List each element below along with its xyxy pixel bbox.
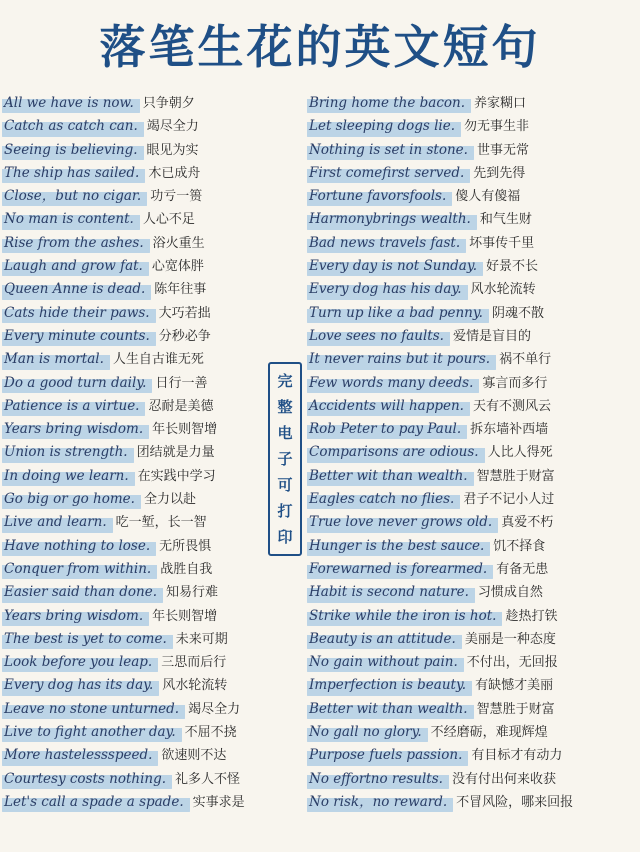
chinese-translation: 三思而后行: [161, 655, 227, 671]
phrase-row: [2, 674, 264, 697]
english-phrase: Patience is a virtue.: [2, 395, 145, 418]
english-phrase: All we have is now.: [2, 92, 140, 115]
chinese-translation: 功亏一篑: [150, 189, 203, 205]
chinese-translation: 傻人有傻福: [455, 189, 521, 205]
phrase-row: [2, 372, 264, 395]
stamp-char: 整: [277, 398, 293, 416]
chinese-translation: 有备无患: [496, 561, 549, 577]
english-phrase: First comefirst served.: [307, 162, 470, 185]
chinese-translation: 木已成舟: [148, 165, 201, 181]
english-phrase: Years bring wisdom.: [2, 418, 149, 441]
phrase-row: [2, 628, 264, 651]
english-phrase: Hunger is the best sauce.: [307, 535, 490, 558]
phrase-row: [307, 791, 640, 814]
english-phrase: Nothing is set in stone.: [307, 139, 474, 162]
phrase-row: [2, 232, 264, 255]
chinese-translation: 世事无常: [476, 142, 529, 158]
english-phrase: Rob Peter to pay Paul.: [307, 418, 467, 441]
phrase-row: [2, 441, 264, 464]
phrase-row: [2, 768, 264, 791]
chinese-translation: 拆东墙补西墙: [470, 422, 549, 438]
phrase-row: [307, 208, 640, 231]
english-phrase: Every day is not Sunday.: [307, 255, 483, 278]
phrase-row: [307, 605, 640, 628]
english-phrase: Comparisons are odious.: [307, 441, 485, 464]
english-phrase: Let's call a spade a spade.: [2, 791, 190, 814]
chinese-translation: 大巧若拙: [158, 305, 211, 321]
phrase-row: [2, 465, 264, 488]
chinese-translation: 心宽体胖: [151, 259, 204, 275]
phrase-row: [2, 651, 264, 674]
english-phrase: The ship has sailed.: [2, 162, 145, 185]
phrase-row: [307, 441, 640, 464]
chinese-translation: 浴火重生: [152, 235, 205, 251]
english-phrase: Do a good turn daily.: [2, 372, 152, 395]
stamp-char: 打: [277, 502, 293, 520]
english-phrase: Harmonybrings wealth.: [307, 208, 477, 231]
phrase-row: [307, 185, 640, 208]
english-phrase: In doing we learn.: [2, 465, 135, 488]
english-phrase: Catch as catch can.: [2, 115, 144, 138]
chinese-translation: 智慧胜于财富: [476, 468, 555, 484]
chinese-translation: 智慧胜于财富: [476, 701, 555, 717]
english-phrase: Better wit than wealth.: [307, 698, 474, 721]
english-phrase: More hastelessspeed.: [2, 744, 158, 767]
chinese-translation: 坏事传千里: [469, 235, 535, 251]
english-phrase: Laugh and grow fat.: [2, 255, 149, 278]
phrase-row: [2, 208, 264, 231]
english-phrase: Seeing is believing.: [2, 139, 144, 162]
phrase-row: [307, 302, 640, 325]
chinese-translation: 在实践中学习: [137, 468, 216, 484]
phrase-row: [2, 278, 264, 301]
phrase-row: [307, 511, 640, 534]
phrase-row: [307, 348, 640, 371]
phrase-row: [307, 698, 640, 721]
english-phrase: The best is yet to come.: [2, 628, 173, 651]
phrase-row: [307, 488, 640, 511]
english-phrase: Imperfection is beauty.: [307, 674, 472, 697]
chinese-translation: 寡言而多行: [482, 375, 548, 391]
stamp-char: 印: [277, 528, 293, 546]
english-phrase: Union is strength.: [2, 441, 134, 464]
phrase-row: [2, 92, 264, 115]
english-phrase: Cats hide their paws.: [2, 302, 156, 325]
phrase-row: [307, 581, 640, 604]
chinese-translation: 礼多人不怪: [175, 771, 241, 787]
phrase-row: [307, 255, 640, 278]
english-phrase: Every minute counts.: [2, 325, 156, 348]
left-phrase-column: [2, 92, 264, 814]
english-phrase: Beauty is an attitude.: [307, 628, 462, 651]
phrase-row: [307, 232, 640, 255]
chinese-translation: 不经磨砺，难现辉煌: [430, 725, 548, 741]
chinese-translation: 战胜自我: [160, 561, 213, 577]
english-phrase: Every dog has his day.: [307, 278, 468, 301]
chinese-translation: 有目标才有动力: [471, 748, 563, 764]
phrase-row: [307, 325, 640, 348]
phrase-row: [2, 791, 264, 814]
english-phrase: No risk，no reward.: [307, 791, 453, 814]
chinese-translation: 不冒风险，哪来回报: [456, 794, 574, 810]
phrase-row: [307, 395, 640, 418]
chinese-translation: 年长则智增: [152, 608, 218, 624]
chinese-translation: 未来可期: [175, 631, 228, 647]
phrase-row: [2, 395, 264, 418]
phrase-row: [2, 115, 264, 138]
chinese-translation: 真爱不朽: [501, 515, 554, 531]
english-phrase: Strike while the iron is hot.: [307, 605, 502, 628]
chinese-translation: 团结就是力量: [136, 445, 215, 461]
chinese-translation: 君子不记小人过: [463, 492, 555, 508]
phrase-row: [307, 744, 640, 767]
english-phrase: Years bring wisdom.: [2, 605, 149, 628]
phrase-row: [307, 278, 640, 301]
stamp-char: 可: [277, 476, 293, 494]
phrase-row: [2, 162, 264, 185]
phrase-row: [307, 651, 640, 674]
phrase-row: [2, 581, 264, 604]
chinese-translation: 竭尽全力: [188, 701, 241, 717]
page-title: 落笔生花的英文短句: [99, 20, 541, 74]
english-phrase: Close，but no cigar.: [2, 185, 147, 208]
phrase-row: [2, 139, 264, 162]
phrase-row: [2, 558, 264, 581]
chinese-translation: 不付出，无回报: [466, 655, 558, 671]
printable-stamp: [268, 362, 302, 556]
chinese-translation: 人比人得死: [487, 445, 553, 461]
chinese-translation: 忍耐是美德: [148, 398, 214, 414]
stamp-char: 电: [277, 424, 293, 442]
english-phrase: Love sees no faults.: [307, 325, 450, 348]
chinese-translation: 风水轮流转: [162, 678, 228, 694]
phrase-row: [2, 418, 264, 441]
english-phrase: Easier said than done.: [2, 581, 163, 604]
english-phrase: It never rains but it pours.: [307, 348, 496, 371]
phrase-row: [307, 535, 640, 558]
phrase-row: [2, 744, 264, 767]
chinese-translation: 欲速则不达: [161, 748, 227, 764]
phrase-row: [2, 255, 264, 278]
english-phrase: Courtesy costs nothing.: [2, 768, 172, 791]
english-phrase: Go big or go home.: [2, 488, 141, 511]
english-phrase: Conquer from within.: [2, 558, 157, 581]
phrase-row: [307, 721, 640, 744]
english-phrase: Rise from the ashes.: [2, 232, 150, 255]
chinese-translation: 日行一善: [155, 375, 208, 391]
english-phrase: Forewarned is forearmed.: [307, 558, 493, 581]
right-phrase-column: [307, 92, 640, 814]
chinese-translation: 先到先得: [473, 165, 526, 181]
chinese-translation: 勿无事生非: [464, 119, 530, 135]
chinese-translation: 习惯成自然: [477, 585, 543, 601]
phrase-row: [307, 372, 640, 395]
chinese-translation: 人心不足: [142, 212, 195, 228]
phrase-row: [2, 511, 264, 534]
chinese-translation: 竭尽全力: [146, 119, 199, 135]
phrase-row: [307, 465, 640, 488]
chinese-translation: 分秒必争: [158, 328, 211, 344]
english-phrase: Bring home the bacon.: [307, 92, 471, 115]
phrase-row: [2, 605, 264, 628]
english-phrase: No effortno results.: [307, 768, 449, 791]
english-phrase: Bad news travels fast.: [307, 232, 466, 255]
english-phrase: No gall no glory.: [307, 721, 428, 744]
chinese-translation: 人生自古谁无死: [112, 352, 204, 368]
stamp-char: 子: [277, 450, 293, 468]
phrase-row: [2, 698, 264, 721]
english-phrase: Have nothing to lose.: [2, 535, 156, 558]
phrase-row: [2, 348, 264, 371]
english-phrase: Few words many deeds.: [307, 372, 479, 395]
phrase-row: [307, 162, 640, 185]
english-phrase: Habit is second nature.: [307, 581, 475, 604]
chinese-translation: 知易行难: [166, 585, 219, 601]
chinese-translation: 阴魂不散: [491, 305, 544, 321]
chinese-translation: 祸不单行: [499, 352, 552, 368]
english-phrase: Live and learn.: [2, 511, 113, 534]
chinese-translation: 趁热打铁: [505, 608, 558, 624]
english-phrase: Let sleeping dogs lie.: [307, 115, 461, 138]
stamp-char: 完: [277, 372, 293, 390]
chinese-translation: 陈年往事: [154, 282, 207, 298]
chinese-translation: 只争朝夕: [142, 96, 195, 111]
english-phrase: Look before you leap.: [2, 651, 158, 674]
english-phrase: Leave no stone unturned.: [2, 698, 185, 721]
phrase-row: [307, 139, 640, 162]
english-phrase: Live to fight another day.: [2, 721, 182, 744]
phrase-row: [2, 325, 264, 348]
chinese-translation: 无所畏惧: [159, 538, 212, 554]
english-phrase: Purpose fuels passion.: [307, 744, 468, 767]
english-phrase: Every dog has its day.: [2, 674, 159, 697]
english-phrase: Accidents will happen.: [307, 395, 470, 418]
phrase-row: [307, 558, 640, 581]
english-phrase: Man is mortal.: [2, 348, 110, 371]
english-phrase: No gain without pain.: [307, 651, 464, 674]
chinese-translation: 有缺憾才美丽: [475, 678, 554, 694]
english-phrase: No man is content.: [2, 208, 140, 231]
english-phrase: Better wit than wealth.: [307, 465, 474, 488]
chinese-translation: 好景不长: [485, 259, 538, 275]
phrase-row: [307, 92, 640, 115]
chinese-translation: 美丽是一种态度: [464, 631, 556, 647]
chinese-translation: 眼见为实: [146, 142, 199, 158]
phrase-row: [307, 628, 640, 651]
chinese-translation: 爱情是盲目的: [452, 328, 531, 344]
chinese-translation: 实事求是: [192, 794, 245, 810]
phrase-row: [2, 302, 264, 325]
phrase-row: [2, 185, 264, 208]
english-phrase: Queen Anne is dead.: [2, 278, 151, 301]
chinese-translation: 年长则智增: [152, 422, 218, 438]
phrase-row: [307, 768, 640, 791]
chinese-translation: 和气生财: [479, 212, 532, 228]
chinese-translation: 全力以赴: [143, 492, 196, 508]
phrase-row: [2, 535, 264, 558]
chinese-translation: 没有付出何来收获: [451, 771, 556, 787]
chinese-translation: 风水轮流转: [470, 282, 536, 298]
english-phrase: Turn up like a bad penny.: [307, 302, 489, 325]
phrase-row: [307, 115, 640, 138]
chinese-translation: 天有不测风云: [472, 398, 551, 414]
english-phrase: True love never grows old.: [307, 511, 498, 534]
phrase-row: [2, 488, 264, 511]
chinese-translation: 饥不择食: [493, 538, 546, 554]
phrase-row: [2, 721, 264, 744]
english-phrase: Fortune favorsfools.: [307, 185, 452, 208]
chinese-translation: 养家糊口: [474, 96, 527, 111]
chinese-translation: 不屈不挠: [184, 725, 237, 741]
english-phrase: Eagles catch no flies.: [307, 488, 460, 511]
phrase-row: [307, 674, 640, 697]
chinese-translation: 吃一堑，长一智: [115, 515, 207, 531]
phrase-row: [307, 418, 640, 441]
